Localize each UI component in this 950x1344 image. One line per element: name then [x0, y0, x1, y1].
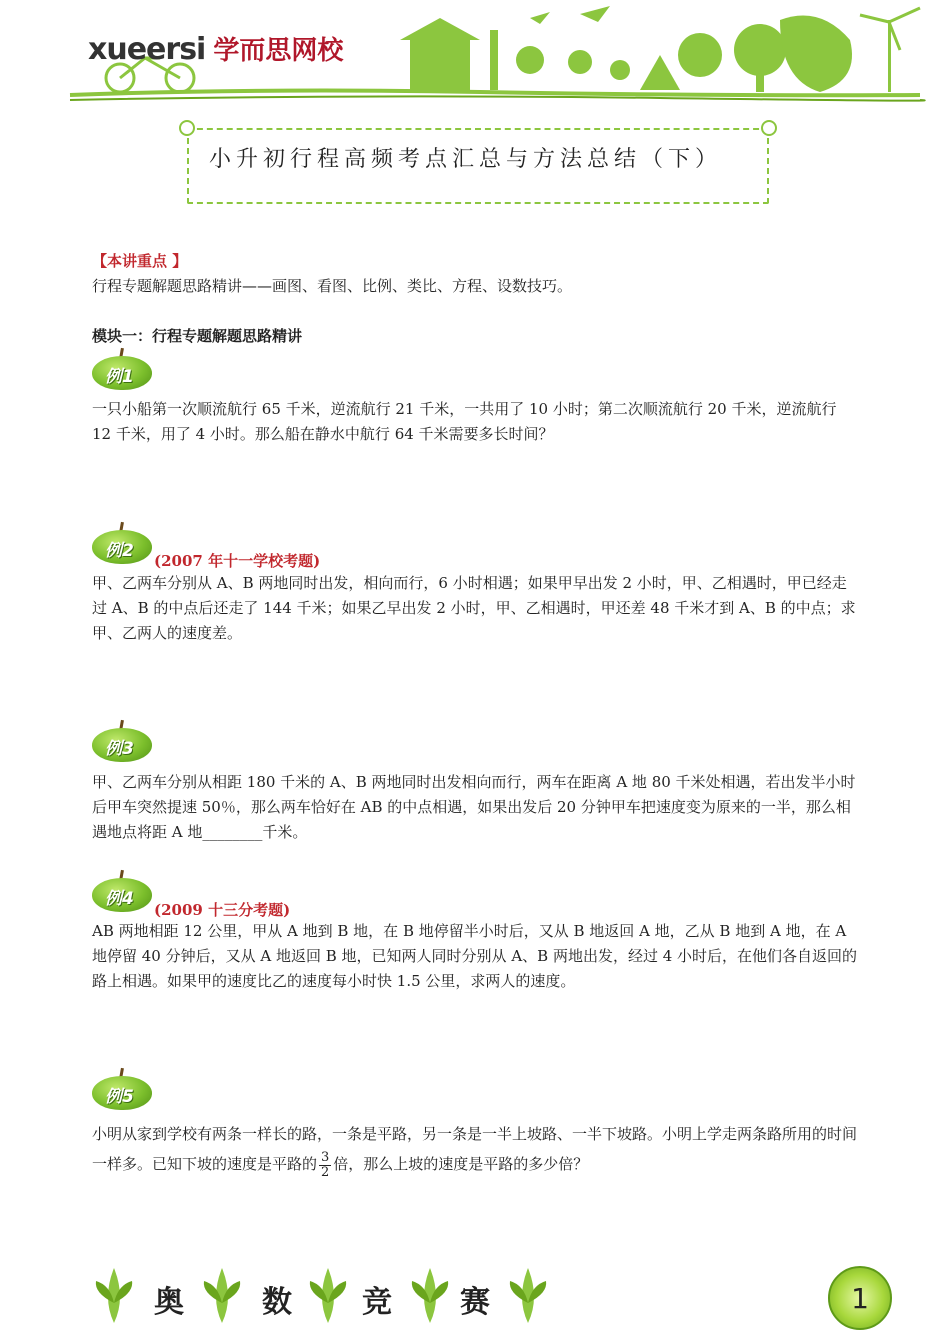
footer-word-1: 奥: [154, 1285, 184, 1320]
brand-logo[interactable]: [88, 30, 343, 67]
corner-ornament-icon: [761, 120, 777, 136]
corner-ornament-icon: [179, 120, 195, 136]
example-5-text: 小明从家到学校有两条一样长的路，一条是平路，另一条是一半上坡路、一半下坡路。小明上学走两条路所用的时间一样多。已知下坡的速度是平路的 $\frac{3}{2}$ 倍，那么上坡的速度是平路的多少倍？: [92, 1125, 858, 1180]
footer-banner: [92, 1255, 562, 1330]
example-badge-2: 例2: [92, 522, 154, 566]
example-badge-1: 例1: [92, 348, 154, 392]
footer-word-2: 数: [262, 1285, 292, 1320]
brand-name-cn: 学而思网校: [213, 36, 344, 66]
page-number-badge: [828, 1266, 892, 1330]
example-badge-5: 例5: [92, 1068, 154, 1112]
leaf-sprout-icon: [506, 1263, 550, 1325]
document-title: 小升初行程高频考点汇总与方法总结（下）: [209, 147, 723, 172]
leaf-sprout-icon: [306, 1263, 350, 1325]
example-4-text: AB 两地相距 12 公里，甲从 A 地到 B 地，在 B 地停留半小时后，又从 B 地返回 A 地，乙从 B 地到 A 地，在 A 地停留 40 分钟后，又从 A 地返回 B 地，已知两人同时分别从 A、B 两地出发，经过 4 小时后，在他们各自返回的路上相遇。如果甲的速度比乙的速度每小时快 1.5 公里，求两人的速度。: [92, 922, 858, 990]
footer-word-4: 赛: [460, 1285, 490, 1320]
key-points-text: 行程专题解题思路精讲——画图、看图、比例、类比、方程、设数技巧。: [92, 277, 573, 295]
module-heading: 模块一：行程专题解题思路精讲: [92, 327, 303, 345]
fraction: $\frac{3}{2}$: [321, 1149, 330, 1180]
title-frame: [187, 128, 769, 204]
footer-word-3: 竞: [362, 1285, 392, 1320]
example-1-text: 一只小船第一次顺流航行 65 千米，逆流航行 21 千米，一共用了 10 小时；第二次顺流航行 20 千米，逆流航行 12 千米，用了 4 小时。那么船在静水中航行 64 千米需要多长时间？: [92, 400, 837, 443]
page-number: 1: [851, 1282, 869, 1315]
key-points-label: 【本讲重点 】: [92, 252, 188, 270]
leaf-sprout-icon: [92, 1263, 136, 1325]
leaf-sprout-icon: [408, 1263, 452, 1325]
example-2-text: 甲、乙两车分别从 A、B 两地同时出发，相向而行，6 小时相遇；如果甲早出发 2 小时，甲、乙相遇时，甲已经走过 A、B 的中点后还走了 144 千米；如果乙早出发 2 小时，甲、乙相遇时，甲还差 48 千米才到 A、B 的中点；求甲、乙两人的速度差。: [92, 574, 856, 642]
brand-name-en: xueersi: [88, 32, 206, 67]
example-badge-4: 例4: [92, 870, 154, 914]
example-4-source: (2009 十三分考题): [154, 901, 291, 919]
leaf-sprout-icon: [200, 1263, 244, 1325]
example-2-source: (2007 年十一学校考题): [154, 552, 321, 570]
example-badge-3: 例3: [92, 720, 154, 764]
example-3-text: 甲、乙两车分别从相距 180 千米的 A、B 两地同时出发相向而行，两车在距离 A 地 80 千米处相遇，若出发半小时后甲车突然提速 50％，那么两车恰好在 AB 的中点相遇，如果出发后 20 分钟甲车把速度变为原来的一半，那么相遇地点将距 A 地________千米。: [92, 773, 856, 841]
